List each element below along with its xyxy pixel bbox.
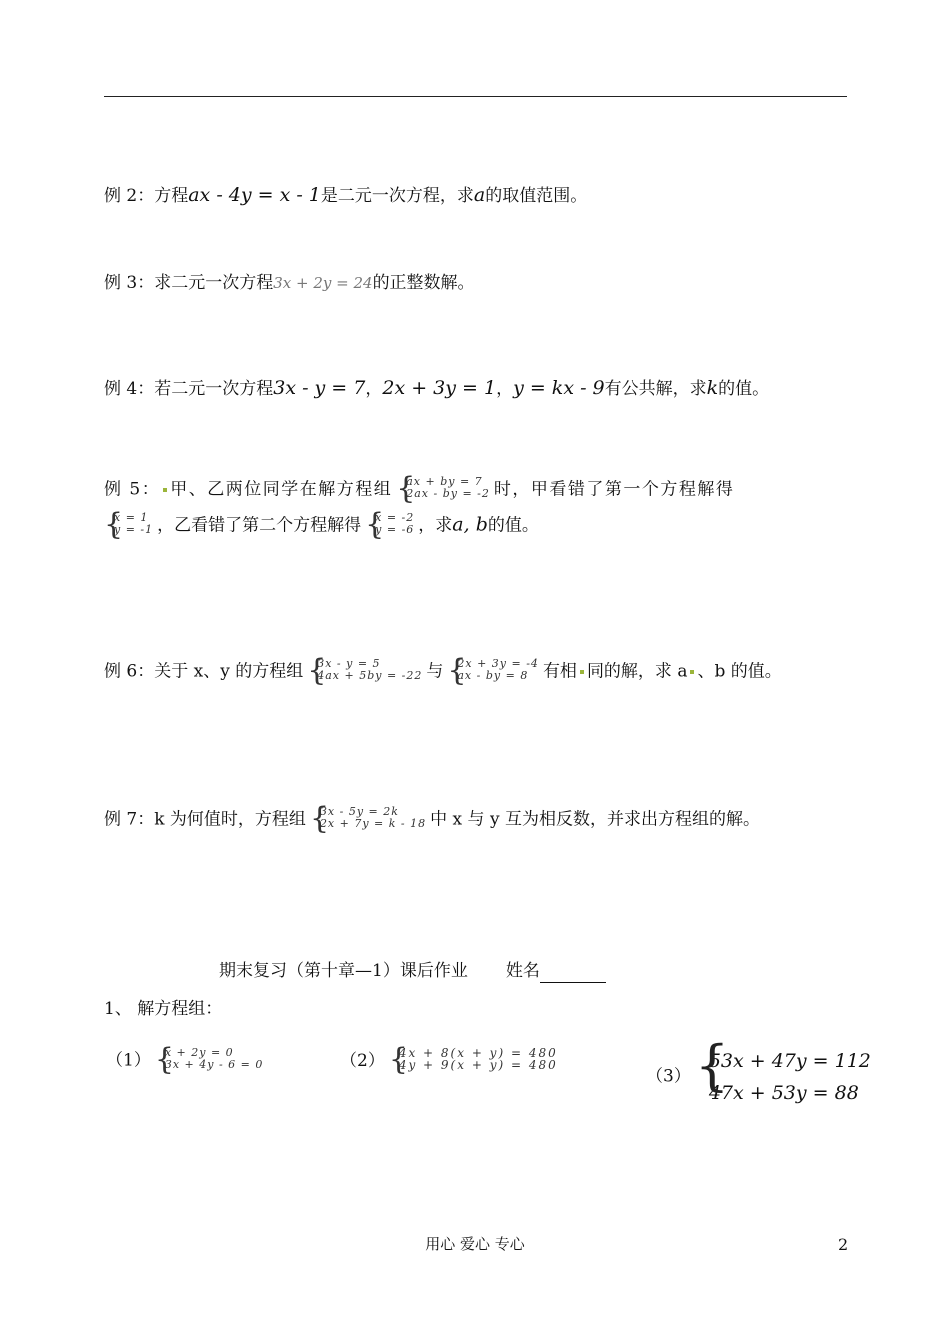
example-7 bbox=[104, 801, 760, 836]
question-1 bbox=[104, 997, 222, 1021]
header-rule bbox=[104, 96, 847, 97]
problem-3-label: （3） bbox=[646, 1066, 691, 1087]
question-1-label: 1、 解方程组： bbox=[104, 999, 223, 1019]
problem-3 bbox=[646, 1034, 875, 1109]
example-6-label: 例 6：关于 x、y 的方程组 bbox=[104, 661, 304, 682]
example-4-text: 有公共解，求 bbox=[604, 379, 707, 399]
example-5-system-a bbox=[396, 471, 490, 506]
system-row: 4y + 9(x + y) = 480 bbox=[398, 1058, 558, 1072]
system-row: 47x + 53y = 88 bbox=[708, 1082, 859, 1104]
system-row: 3x - y = 5 bbox=[317, 657, 381, 670]
example-4-equation-3: y = kx - 9 bbox=[513, 377, 605, 399]
system-row: 4ax + 5by = -22 bbox=[317, 669, 423, 682]
problem-2 bbox=[340, 1042, 562, 1077]
example-4-separator-2: ， bbox=[496, 379, 514, 399]
brace-icon: { bbox=[388, 1042, 408, 1077]
system-row: 3x + 4y - 6 = 0 bbox=[164, 1058, 264, 1071]
system-row: x = -2 bbox=[375, 511, 415, 524]
system-row: 4x + 8(x + y) = 480 bbox=[398, 1046, 558, 1060]
problem-2-label: （2） bbox=[340, 1051, 385, 1071]
example-6 bbox=[104, 653, 782, 688]
example-2-equation: ax - 4y = x - 1 bbox=[188, 184, 321, 206]
marker-dot bbox=[690, 670, 694, 674]
example-5-line-1 bbox=[104, 471, 735, 506]
page-number: 2 bbox=[838, 1235, 849, 1254]
example-6-system-a bbox=[307, 653, 423, 688]
example-6-text: 与 bbox=[426, 661, 444, 682]
system-row: x = 1 bbox=[114, 511, 149, 524]
system-row: y = -1 bbox=[114, 523, 154, 536]
brace-icon: { bbox=[694, 1034, 730, 1097]
example-4-separator-1: ， bbox=[365, 379, 383, 399]
system-row: 3x - 5y = 2k bbox=[319, 805, 399, 818]
example-5-end: 的值。 bbox=[487, 515, 539, 536]
system-row: 2x + 7y = k - 18 bbox=[319, 817, 427, 830]
marker-dot bbox=[163, 488, 167, 492]
example-5-label: 例 5： bbox=[104, 479, 161, 500]
example-4 bbox=[104, 376, 769, 401]
example-4-end: 的值。 bbox=[718, 379, 770, 399]
problem-2-system bbox=[388, 1042, 558, 1077]
system-row: 2x + 3y = -4 bbox=[457, 657, 539, 670]
problem-1-label: （1） bbox=[106, 1050, 151, 1071]
example-4-label: 例 4：若二元一次方程 bbox=[104, 379, 274, 399]
brace-icon: { bbox=[307, 653, 327, 688]
example-2-label: 例 2：方程 bbox=[104, 186, 189, 206]
example-5-text-3: ，乙看错了第二个方程解得 bbox=[157, 515, 362, 536]
example-4-equation-2: 2x + 3y = 1 bbox=[382, 377, 497, 399]
problem-1-system bbox=[154, 1042, 264, 1077]
example-3-label: 例 3：求二元一次方程 bbox=[104, 273, 274, 293]
brace-icon: { bbox=[365, 507, 385, 542]
example-2-end: 的取值范围。 bbox=[485, 186, 588, 206]
system-row: 2ax - by = -2 bbox=[406, 487, 490, 500]
brace-icon: { bbox=[154, 1042, 174, 1077]
brace-icon: { bbox=[447, 653, 467, 688]
example-5-line-2 bbox=[104, 507, 539, 542]
example-5-system-b bbox=[104, 507, 154, 542]
example-5-variables: a, b bbox=[452, 513, 488, 536]
name-label: 姓名 bbox=[505, 961, 540, 981]
system-row: x + 2y = 0 bbox=[164, 1046, 234, 1059]
example-4-variable: k bbox=[706, 377, 719, 399]
example-6-end-2: 同的解，求 a bbox=[586, 661, 688, 682]
name-field[interactable] bbox=[540, 964, 606, 983]
example-6-end-3: 、b 的值。 bbox=[697, 661, 782, 682]
brace-icon: { bbox=[309, 801, 330, 836]
example-2-text: 是二元一次方程，求 bbox=[320, 186, 474, 206]
system-row: ax - by = 8 bbox=[457, 669, 529, 682]
example-7-system bbox=[309, 801, 427, 836]
system-row: 53x + 47y = 112 bbox=[708, 1050, 871, 1072]
brace-icon: { bbox=[104, 507, 124, 542]
example-5-system-c bbox=[365, 507, 415, 542]
system-row: y = -6 bbox=[375, 523, 415, 536]
homework-heading bbox=[219, 959, 606, 983]
example-6-system-b bbox=[447, 653, 539, 688]
example-2 bbox=[104, 183, 587, 208]
example-4-equation-1: 3x - y = 7 bbox=[273, 377, 366, 399]
marker-dot bbox=[580, 670, 584, 674]
example-3-end: 的正整数解。 bbox=[372, 273, 475, 293]
example-5-text-1: 甲、乙两位同学在解方程组 bbox=[170, 479, 393, 500]
example-5-text-4: ，求 bbox=[418, 515, 453, 536]
example-7-end: 中 x 与 y 互为相反数，并求出方程组的解。 bbox=[430, 809, 760, 830]
brace-icon: { bbox=[396, 471, 417, 506]
example-2-variable: a bbox=[473, 184, 486, 206]
example-7-label: 例 7：k 为何值时，方程组 bbox=[104, 809, 306, 830]
problem-3-system bbox=[694, 1034, 871, 1109]
example-3-equation: 3x + 2y = 24 bbox=[273, 274, 373, 292]
problem-1 bbox=[106, 1042, 267, 1077]
system-row: ax + by = 7 bbox=[406, 475, 483, 488]
example-3 bbox=[104, 271, 475, 295]
example-5-text-2: 时，甲看错了第一个方程解得 bbox=[493, 479, 735, 500]
footer-text: 用心 爱心 专心 bbox=[425, 1235, 525, 1253]
homework-title: 期末复习（第十章—1）课后作业 bbox=[219, 961, 468, 981]
example-6-end-1: 有相 bbox=[542, 661, 577, 682]
